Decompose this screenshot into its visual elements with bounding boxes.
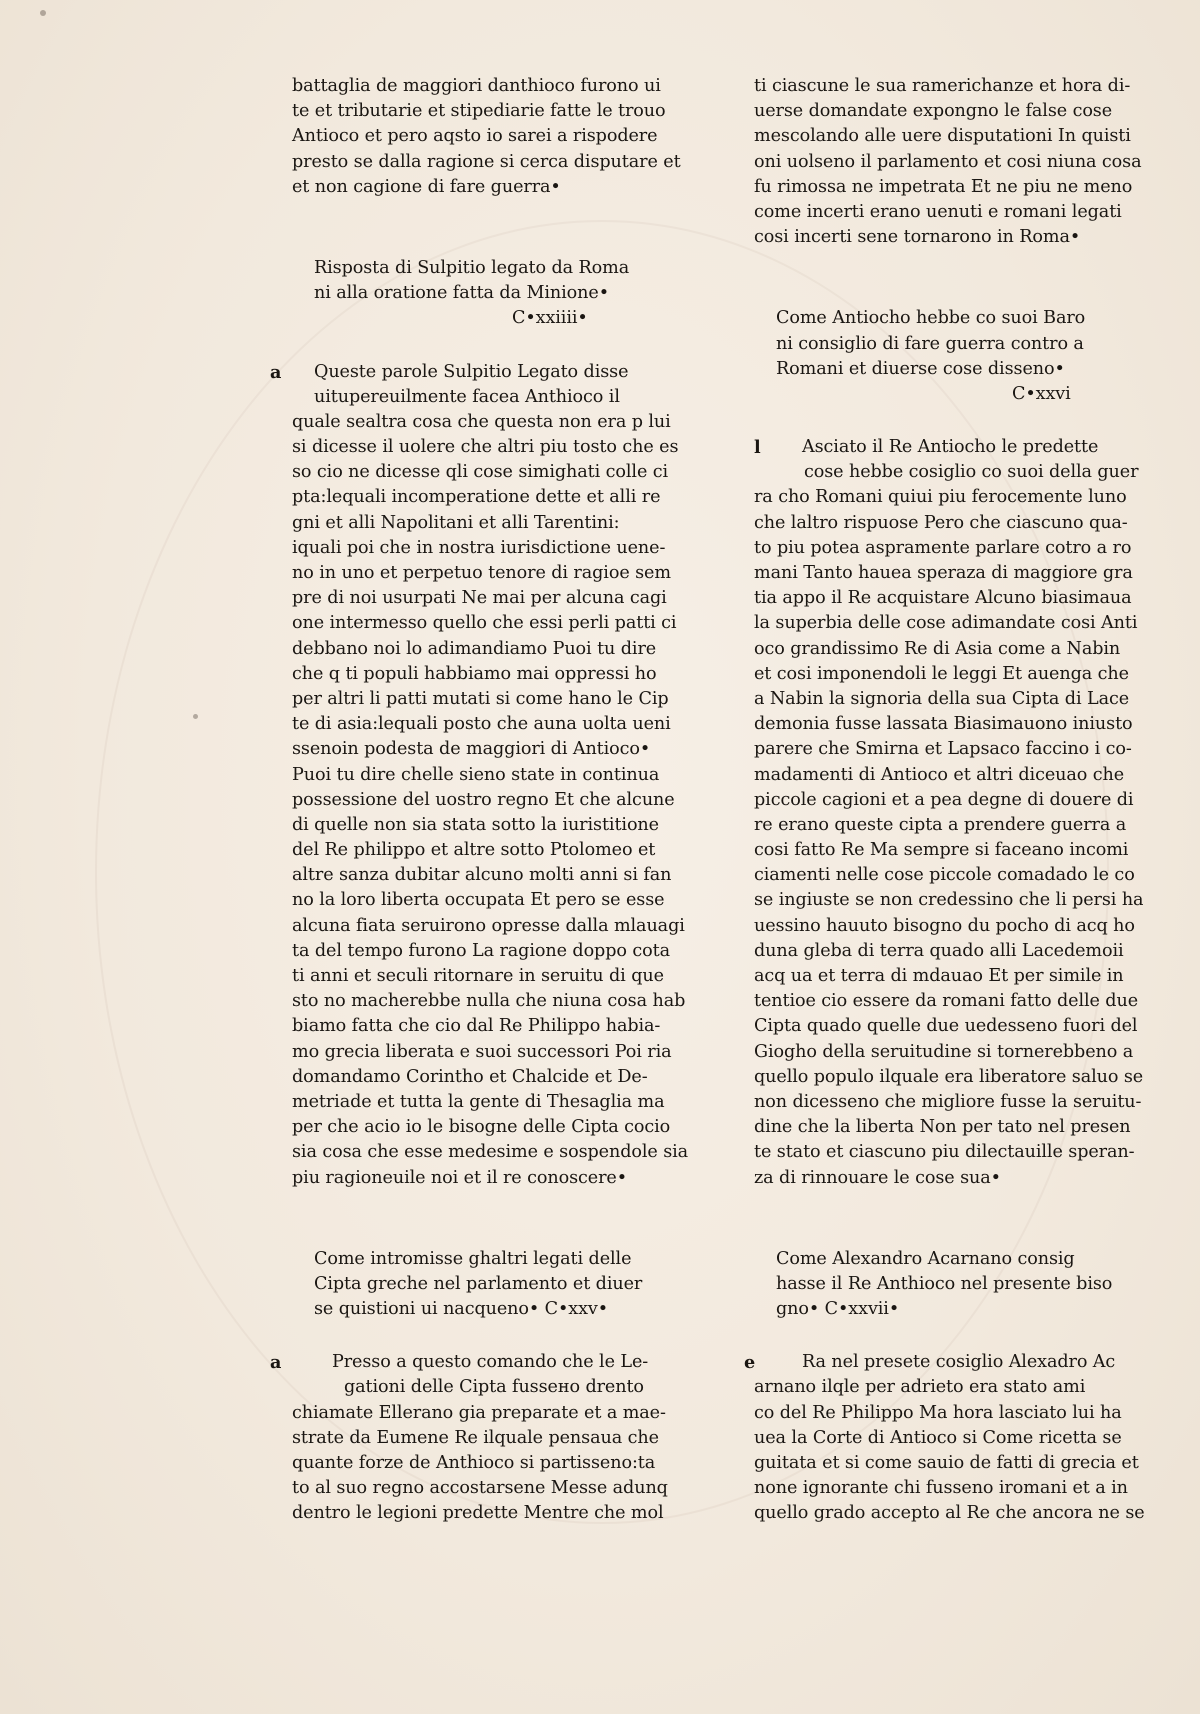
text-line: battaglia de maggiori danthioco furono ui — [292, 76, 661, 96]
text-line: arnano ilqle per adrieto era stato ami — [754, 1377, 1086, 1398]
text-line: te et tributarie et stipediarie fatte le trouo — [292, 101, 666, 122]
text-line: iquali poi che in nostra iurisdictione uene- — [292, 537, 666, 558]
text-line: Risposta di Sulpitio legato da Roma — [314, 257, 630, 278]
text-line: altre sanza dubitar alcuno molti anni si fan — [292, 865, 672, 886]
text-line: te stato et ciascuno piu dilectauille speran- — [754, 1142, 1135, 1163]
text-line: Antioco et pero aqsto io sarei a rispodere — [292, 126, 658, 147]
ink-smudge — [40, 10, 46, 16]
text-line: se ingiuste se non credessino che li persi ha — [754, 890, 1144, 911]
text-line: Puoi tu dire chelle sieno state in continua — [292, 764, 660, 785]
text-line: gni et alli Napolitani et alli Tarentini: — [292, 512, 620, 533]
text-line: C•xxiiii• — [512, 308, 588, 329]
text-line: quante forze de Anthioco si partisseno:ta — [292, 1453, 656, 1473]
text-line: dine che la liberta Non per tato nel presen — [754, 1117, 1131, 1138]
left-chapter-heading-1 — [292, 256, 637, 332]
text-line: chiamate Ellerano gia preparate et a mae- — [292, 1402, 666, 1423]
left-paragraph-1 — [292, 74, 681, 200]
text-line: sia cosa che esse medesime e sospendole sia — [292, 1142, 689, 1163]
text-line: mo grecia liberata e suoi successori Poi ria — [292, 1041, 672, 1062]
text-line: alcuna fiata seruirono opresse dalla mlauagi — [292, 915, 685, 936]
text-line: co del Re Philippo Ma hora lasciato lui ha — [754, 1402, 1122, 1423]
text-line: uitupereuilmente facea Anthioco il — [314, 386, 620, 407]
text-line: di quelle non sia stata sotto la iuristitione — [292, 814, 659, 835]
text-line: che q ti populi habbiamo mai oppressi ho — [292, 663, 657, 684]
text-line: no in uno et perpetuo tenore di ragioe sem — [292, 563, 671, 583]
text-line: none ignorante chi fusseno iromani et a in — [754, 1478, 1128, 1499]
right-chapter-heading-1 — [754, 306, 1102, 407]
text-line: Ra nel presete cosiglio Alexadro Ac — [802, 1352, 1116, 1373]
ink-smudge — [193, 714, 198, 719]
text-line: a Nabin la signoria della sua Cipta di Lace — [754, 688, 1130, 709]
text-line: che laltro rispuose Pero che ciascuno qua- — [754, 512, 1128, 533]
text-line: tia appo il Re acquistare Alcuno biasimaua — [754, 588, 1132, 609]
text-line: oco grandissimo Re di Asia come a Nabin — [754, 638, 1121, 659]
left-paragraph-3 — [270, 1350, 668, 1526]
text-line: ni alla oratione fatta da Minione• — [314, 283, 609, 304]
text-line: et cosi imponendoli le leggi Et auenga che — [754, 663, 1129, 684]
right-column — [744, 74, 1145, 1527]
right-paragraph-1 — [754, 74, 1142, 250]
text-line: Giogho della seruitudine si tornerebbeno a — [754, 1041, 1134, 1062]
text-line: C•xxvi — [1012, 383, 1071, 404]
text-line: ta del tempo furono La ragione doppo cota — [292, 940, 670, 961]
text-line: one intermesso quello che essi perli patti ci — [292, 613, 677, 634]
text-line: Cipta greche nel parlamento et diuer — [314, 1273, 643, 1294]
text-line: come incerti erano uenuti e romani legati — [754, 201, 1122, 222]
text-line: ssenoin podesta de maggiori di Antioco• — [292, 739, 651, 760]
text-line: ti anni et seculi ritornare in seruitu di que — [292, 966, 664, 986]
initial-letter: a — [270, 361, 282, 383]
text-line: metriade et tutta la gente di Thesaglia ma — [292, 1091, 665, 1112]
text-line: quello grado accepto al Re che ancora ne se — [754, 1503, 1145, 1524]
text-line: uea la Corte di Antioco si Come ricetta se — [754, 1427, 1122, 1448]
text-line: ni consiglio di fare guerra contro a — [776, 333, 1084, 354]
text-line: Presso a questo comando che le Le- — [332, 1352, 649, 1373]
text-line: Cipta quado quelle due uedesseno fuori del — [754, 1016, 1138, 1037]
text-line: cosi incerti sene tornarono in Roma• — [754, 227, 1081, 248]
text-line: se quistioni ui nacqueno• C•xxv• — [314, 1299, 609, 1320]
text-line: fu rimossa ne impetrata Et ne piu ne meno — [754, 176, 1133, 197]
text-line: mani Tanto haueа sperаza di maggiore gra — [754, 563, 1133, 583]
text-line: re erano queste cipta a prendere guerra a — [754, 814, 1127, 835]
text-line: pre di noi usurpati Ne mai per alcuna cagi — [292, 588, 667, 609]
text-line: debbano noi lo adimandiamo Puoi tu dire — [292, 638, 657, 659]
text-line: parere che Smirna et Lapsaco faccino i co- — [754, 739, 1132, 760]
right-paragraph-3 — [744, 1350, 1145, 1526]
text-line: la superbia delle cose adimandate cosi Anti — [754, 613, 1138, 634]
text-line: te di asia:lequali posto che auna uolta ueni — [292, 714, 671, 735]
text-line: del Re philippo et altre sotto Ptolomeo et — [292, 840, 656, 861]
text-line: demonia fusse lassata Biasimauono iniusto — [754, 714, 1133, 735]
text-line: Come Alexandro Acarnano consig — [776, 1248, 1075, 1269]
text-line: per che acio io le bisogne delle Cipta cocio — [292, 1117, 671, 1138]
text-line: so cio ne dicesse qli cose simighati colle ci — [292, 462, 669, 483]
text-line: non dicesseno che migliore fusse la seruitu- — [754, 1091, 1142, 1112]
initial-letter: e — [744, 1352, 756, 1374]
text-line: per altri li patti mutati si come hano le Cip — [292, 688, 669, 709]
text-line: sto no macherebbe nulla che niuna cosa hab — [292, 991, 686, 1012]
text-line: possessione del uostro regno Et che alcune — [292, 789, 675, 810]
text-line: quale sealtra cosa che questa non era p lui — [292, 411, 671, 432]
text-line: duna gleba di terra quado alli Lacedemoii — [754, 940, 1124, 961]
text-line: piu ragioneuile noi et il re conoscere• — [292, 1167, 627, 1188]
text-line: quello populo ilquale era liberatore saluo se — [754, 1066, 1144, 1087]
text-line: strate da Eumene Re ilquale pensaua che — [292, 1427, 659, 1448]
text-line: si dicesse il uolere che altri piu tosto che es — [292, 437, 679, 458]
text-line: gno• C•xxvii• — [776, 1299, 900, 1320]
text-line: dentro le legioni predette Mentre che mol — [292, 1503, 664, 1524]
text-line: hasse il Re Anthioco nel presente biso — [776, 1273, 1113, 1294]
text-line: guitata et si come sauio de fatti di grecia et — [754, 1453, 1139, 1473]
text-line: madamenti di Antioco et altri diceuao che — [754, 764, 1125, 785]
text-line: Asciato il Re Antiocho le predette — [802, 437, 1099, 458]
text-line: presto se dalla ragione si cerca disputare et — [292, 151, 681, 172]
text-line: uessino hauuto bisogno du pocho di acq ho — [754, 915, 1135, 936]
initial-letter: l — [754, 437, 761, 459]
text-line: Come Antiocho hebbe co suoi Baro — [776, 308, 1086, 329]
left-column — [270, 74, 689, 1527]
left-paragraph-2 — [270, 360, 689, 1191]
text-line: cosi fatto Re Ma sempre si faceano incomi — [754, 840, 1129, 861]
text-line: Come intromisse ghaltri legati delle — [314, 1248, 632, 1269]
initial-letter: a — [270, 1352, 282, 1374]
text-line: tentioe cio essere da romani fatto delle due — [754, 991, 1139, 1012]
text-line: Queste parole Sulpitio Legato disse — [314, 361, 629, 382]
text-line: Romani et diuerse cose disseno• — [776, 358, 1065, 379]
text-line: acq ua et terra di mdauao Et per simile in — [754, 966, 1124, 986]
text-line: to piu potea aspramente parlare cotro a ro — [754, 537, 1132, 558]
text-line: uerse domandate expongno le false cose — [754, 101, 1113, 122]
text-line: ti ciascune le sua ramerichanze et hora di- — [754, 76, 1131, 96]
text-line: oni uolseno il parlamento et cosi niuna cosa — [754, 151, 1142, 172]
left-chapter-heading-2 — [292, 1247, 643, 1323]
text-line: biamo fatta che cio dal Re Philippo habia- — [292, 1016, 661, 1037]
text-line: gationi delle Cipta fussено drento — [344, 1377, 644, 1398]
text-line: mescolando alle uere disputationi In quisti — [754, 126, 1131, 147]
text-line: to al suo regno accostarsene Messe adunq — [292, 1478, 668, 1499]
text-line: domandamo Corintho et Chalcide et De- — [292, 1066, 648, 1087]
text-line: piccole cagioni et a pea degne di douere di — [754, 789, 1134, 810]
text-line: pta:lequali incomperatione dette et alli re — [292, 487, 661, 508]
text-line: cose hebbe cosiglio co suoi della guer — [804, 462, 1139, 483]
right-chapter-heading-2 — [754, 1247, 1113, 1323]
right-paragraph-2 — [754, 435, 1144, 1191]
text-line: ciamenti nelle cose piccole comadado le co — [754, 865, 1135, 886]
text-line: ra cho Romani quiui piu ferocemente luno — [754, 487, 1127, 508]
text-line: et non cagione di fare guerra• — [292, 176, 561, 197]
text-line: za di rinnouare le cose sua• — [754, 1167, 1001, 1188]
text-line: no la loro liberta occupata Et pero se esse — [292, 890, 665, 911]
